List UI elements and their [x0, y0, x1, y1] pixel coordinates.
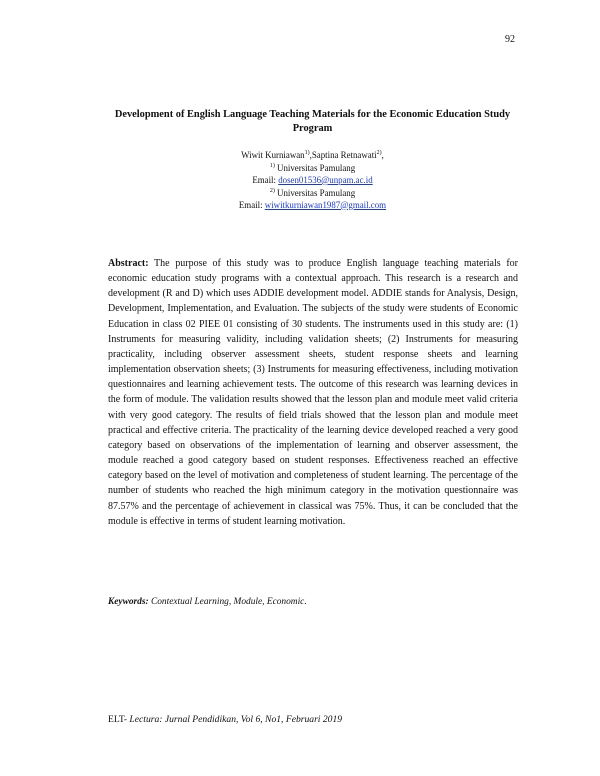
first-author: Wiwit Kurniawan: [241, 149, 305, 160]
footer-journal: Lectura: Jurnal Pendidikan, Vol 6, No1, Februari 2019: [129, 714, 343, 725]
second-author: ,Saptina Retnawati: [309, 149, 377, 160]
affiliation-2-sup: 2): [269, 188, 275, 195]
paper-title: Development of English Language Teaching Materials for the Economic Education Study Program: [114, 109, 511, 134]
footer-prefix: ELT-: [108, 714, 130, 725]
abstract-label: Abstract:: [108, 258, 149, 269]
email-2-label: Email:: [238, 199, 265, 210]
affiliation-1: [160, 161, 465, 174]
abstract: [108, 256, 518, 529]
email-1-link[interactable]: dosen01536@unpam.ac.id: [278, 174, 373, 185]
second-author-sup: 2): [376, 150, 382, 156]
abstract-text: The purpose of this study was to produce English language teaching materials for economic education study programs with a contextual approach. This research is a research and development (R and D) which uses ADDIE development model. ADDIE stands for Analysis, Design, Development, Implementation, and Evaluation. The subjects of the study were students of Economic Education in class 02 PIEE 01 consisting of 30 students. The instruments used in this study are: (1) Instruments for measuring validity, including validation sheets; (2) Instruments for measuring practicality, including observer assessment sheets, student response sheets and learning implementation observation sheets; (3) Instruments for measuring effectiveness, including motivation questionnaires and learning achievement tests. The outcome of this research was learning devices in the form of module. The validation results showed that the lesson plan and module meet valid criteria with very good category. The results of field trials showed that the lesson plan and module meet practical and effective criteria. The practicality of the learning device developed reached a very good category based on observations of the implementation of learning and observer assessment, the module reached a good category based on student responses. Effectiveness reached an effective category based on the level of motivation and completeness of student learning. The percentage of the number of students who reached the high minimum category in the motivation questionnaire was 87.57% and the percentage of achievement in classical was 75%. Thus, it can be concluded that the module is effective in terms of student learning motivation.: [108, 258, 518, 527]
keywords: [108, 597, 518, 607]
author-trailing: ,: [381, 149, 384, 160]
author-block: [160, 148, 465, 211]
affiliation-2-text: Universitas Pamulang: [274, 188, 356, 199]
keywords-text: Contextual Learning, Module, Economic.: [148, 597, 307, 607]
email-1-line: [160, 175, 465, 186]
affiliation-1-sup: 1): [269, 163, 275, 170]
first-author-sup: 1): [304, 150, 310, 156]
affiliation-2: [160, 186, 465, 199]
keywords-label: Keywords:: [108, 597, 149, 607]
email-2-line: [160, 200, 465, 211]
page-number: 92: [505, 34, 515, 45]
affiliation-1-text: Universitas Pamulang: [274, 163, 356, 174]
author-names: [160, 148, 465, 161]
footer: [108, 714, 342, 725]
email-2-link[interactable]: wiwitkurniawan1987@gmail.com: [264, 199, 387, 210]
email-1-label: Email:: [252, 174, 279, 185]
